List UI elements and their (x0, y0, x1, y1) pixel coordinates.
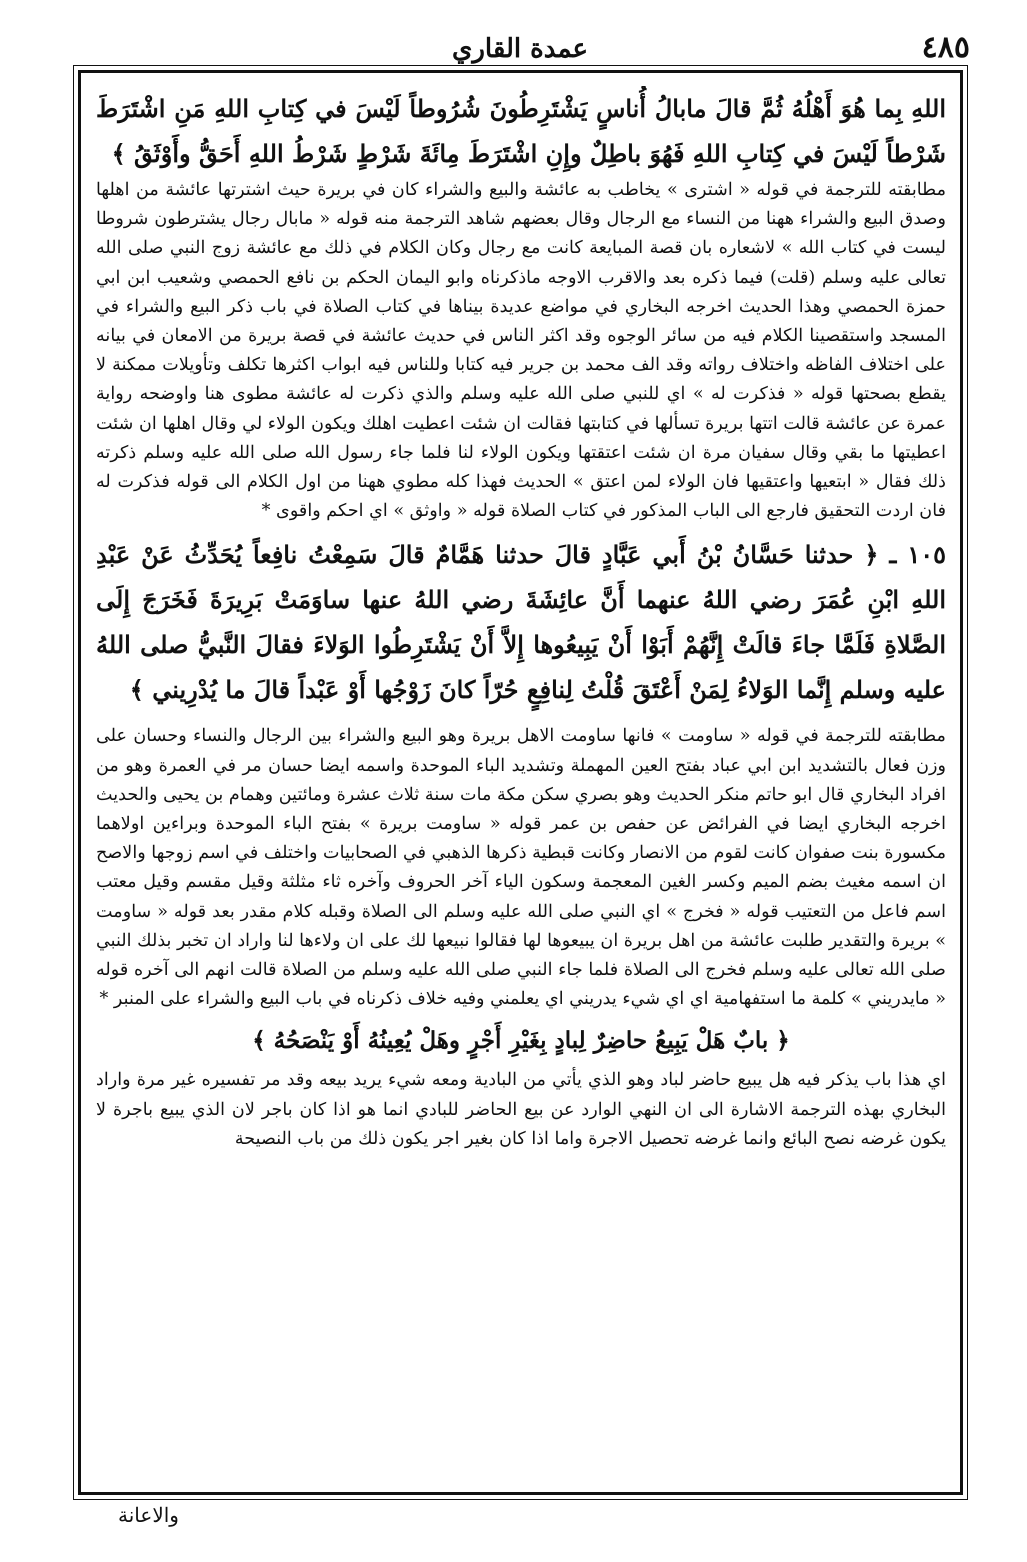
hadith-text: ١٠٥ ـ ﴿ حدثنا حَسَّانُ بْنُ أَبي عَبَّادٍ قالَ حدثنا هَمَّامٌ قالَ سَمِعْتُ نافِعاً يُحَدِّثُ عَنْ عَبْدِ اللهِ ابْنِ عُمَرَ رضي اللهُ عنهما أَنَّ عائِشَةَ رضي اللهُ عنها ساوَمَتْ بَرِيرَةَ فَخَرَجَ إِلَى الصَّلاةِ فَلَمَّا جاءَ قالَتْ إِنَّهُمْ أَبَوْا أَنْ يَبِيعُوها إِلاَّ أَنْ يَشْتَرِطُوا الوَلاءَ فقالَ النَّبيُّ صلى اللهُ عليه وسلم إِنَّما الوَلاءُ لِمَنْ أَعْتَقَ قُلْتُ لِنافِعٍ حُرّاً كانَ زَوْجُها أَوْ عَبْداً قالَ ما يُدْرِيني ﴾ (96, 540, 946, 705)
commentary-paragraph: مطابقته للترجمة في قوله « اشترى » يخاطب به عائشة والبيع والشراء كان في بريرة حيث اشترتها عائشة من اهلها وصدق البيع والشراء ههنا من النساء مع الرجال وقال بعضهم شاهد الترجمة منه قوله « مابال رجال يشترطون شروطا ليست في كتاب الله » لاشعاره بان قصة المبايعة كانت مع رجال وكان الكلام في ذلك مع عائشة زوج النبي صلى الله تعالى عليه وسلم (قلت) فيما ذكره بعد والاقرب الاوجه ماذكرناه وابو اليمان الحكم بن نافع الحمصي وشعيب ابن ابي حمزة الحمصي وهذا الحديث اخرجه البخاري في مواضع عديدة بيناها في كتاب الصلاة في باب ذكر البيع والشراء في المسجد واستقصينا الكلام فيه من سائر الوجوه وقد اكثر الناس في حديث عائشة في قصة بريرة من الامعان في بيانه على اختلاف الفاظه واختلاف رواته وقد الف محمد بن جرير فيه كتابا وللناس فيه ابواب اكثرها تكلف وتأويلات ممكنة لا يقطع بصحتها قوله « فذكرت له » اي للنبي صلى الله عليه وسلم والذي ذكرت له عائشة مطوى هنا واوضحه رواية عمرة عن عائشة قالت اتتها بريرة تسألها في كتابتها فقالت ان شئت اعطيت اهلك ويكون الولاء لي وقال اهلها ان شئت اعطيتها ما بقي وقال سفيان مرة ان شئت اعتقتها ويكون الولاء لنا فلما جاء رسول الله صلى الله عليه وسلم ذكرته ذلك فقال « ابتعيها واعتقيها فان الولاء لمن اعتق » الحديث فهذا كله مطوي ههنا من اول الكلام الى قوله فذكرت له فان اردت التحقيق فارجع الى الباب المذكور في كتاب الصلاة قوله « واوثق » اي احكم واقوى * (96, 180, 946, 522)
running-title: عمدة القاري (452, 34, 588, 64)
hadith-text: اللهِ بِما هُوَ أَهْلُهُ ثُمَّ قالَ مابالُ أُناسٍ يَشْتَرِطُونَ شُرُوطاً لَيْسَ في كِتابِ اللهِ مَنِ اشْتَرَطَ شَرْطاً لَيْسَ في كِتابِ اللهِ فَهُوَ باطِلٌ وإِنِ اشْتَرَطَ مِائَةَ شَرْطٍ شَرْطُ اللهِ أَحَقُّ وأَوْثَقُ ﴾ (96, 94, 946, 168)
footer-catchword: والاعانة (118, 1503, 179, 1527)
page-header (70, 30, 970, 70)
page-number: ٤٨٥ (921, 30, 970, 65)
chapter-heading: ﴿ بابٌ هَلْ يَبِيعُ حاضِرٌ لِبادٍ بِغَيْرِ أَجْرٍ وهَلْ يُعِينُهُ أَوْ يَنْصَحُهُ ﴾ (252, 1027, 790, 1055)
page-body (96, 86, 946, 1486)
commentary-paragraph: مطابقته للترجمة في قوله « ساومت » فانها ساومت الاهل بريرة وهو البيع والشراء بين الرجال والنساء وحسان على وزن فعال بالتشديد ابن ابي عباد بفتح العين المهملة وتشديد الباء الموحدة واسمه ايضا حسان مر في العمرة وهو من افراد البخاري قال ابو حاتم منكر الحديث وهو بصري سكن مكة مات سنة ثلاث عشرة ومائتين وهمام بن يحيى والحديث اخرجه البخاري ايضا في الفرائض عن حفص بن عمر قوله « ساومت بريرة » بفتح الباء الموحدة وبراءين اولاهما مكسورة بنت صفوان كانت لقوم من الانصار وكانت قبطية ذكرها الذهبي في الصحابيات واختلف في اسم زوجها والاصح ان اسمه مغيث بضم الميم وكسر الغين المعجمة وسكون الياء آخر الحروف وآخره ثاء مثلثة وقيل مقسم وقيل معتب اسم فاعل من التعتيب قوله « فخرج » اي النبي صلى الله عليه وسلم الى الصلاة وقبله كلام مقدر بعد قوله « ساومت » بريرة والتقدير طلبت عائشة من اهل بريرة ان يبيعوها لها فقالوا نبيعها لك على ان ولاءها لنا واراد ان تخبر بذلك النبي صلى الله تعالى عليه وسلم فخرج الى الصلاة فلما جاء النبي صلى الله عليه وسلم من الصلاة قالت انهم الى آخره قوله « مايدريني » كلمة ما استفهامية اي اي شيء يدريني اي يعلمني وفيه خلاف ذكرناه في باب البيع والشراء على المنبر * (96, 726, 946, 1010)
commentary-paragraph: اي هذا باب يذكر فيه هل يبيع حاضر لباد وهو الذي يأتي من البادية ومعه شيء يريد بيعه وقد مر تفسيره غير مرة واراد البخاري بهذه الترجمة الاشارة الى ان النهي الوارد عن بيع الحاضر للبادي انما هو اذا كان باجر لان الذي يبيع باجرة لا يكون غرضه نصح البائع وانما غرضه تحصيل الاجرة واما اذا كان بغير اجر يكون ذلك من باب النصيحة (96, 1070, 946, 1149)
